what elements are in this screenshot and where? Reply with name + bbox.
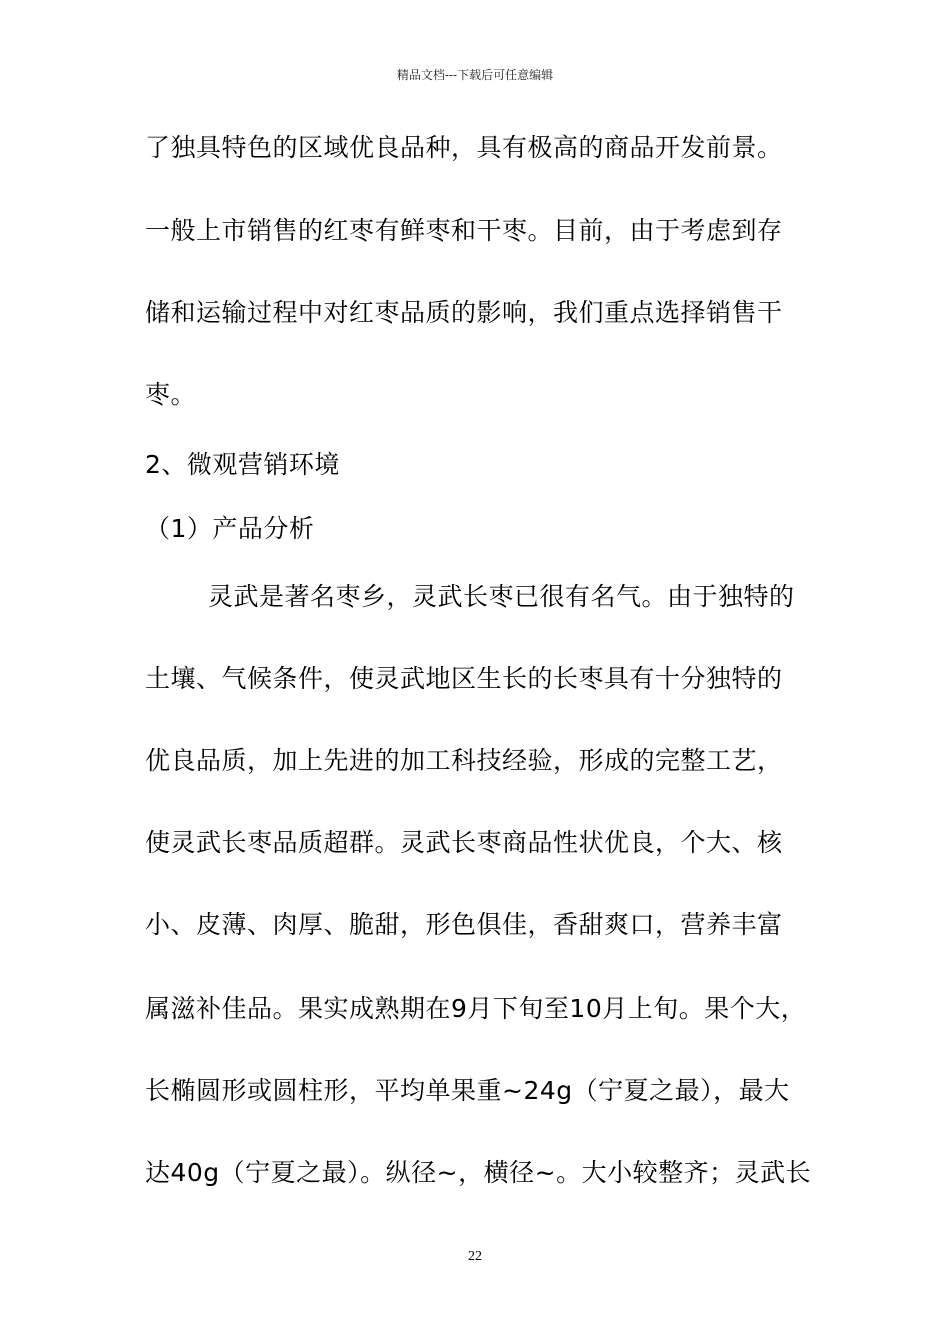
paragraph-line: 小、皮薄、肉厚、脆甜，形色俱佳，香甜爽口，营养丰富 <box>145 910 783 939</box>
paragraph-line: 土壤、气候条件，使灵武地区生长的长枣具有十分独特的 <box>145 664 783 693</box>
page-header: 精品文档---下载后可任意编辑 <box>396 68 554 82</box>
paragraph-line: 灵武是著名枣乡，灵武长枣已很有名气。由于独特的 <box>208 582 795 611</box>
paragraph-line: 优良品质，加上先进的加工科技经验，形成的完整工艺， <box>145 746 783 775</box>
paragraph-line: 枣。 <box>145 380 197 409</box>
subsection-heading: （1）产品分析 <box>145 514 315 543</box>
paragraph-line: 达40g（宁夏之最）。纵径~，横径~。大小较整齐；灵武长 <box>145 1158 812 1187</box>
paragraph-line: 使灵武长枣品质超群。灵武长枣商品性状优良，个大、核 <box>145 828 783 857</box>
paragraph-line: 了独具特色的区域优良品种，具有极高的商品开发前景。 <box>145 133 783 162</box>
paragraph-line: 长椭圆形或圆柱形，平均单果重~24g（宁夏之最），最大 <box>145 1076 790 1105</box>
page-number: 22 <box>468 1249 482 1264</box>
paragraph-line: 一般上市销售的红枣有鲜枣和干枣。目前，由于考虑到存 <box>145 216 783 245</box>
section-heading: 2、微观营销环境 <box>145 450 340 479</box>
paragraph-line: 属滋补佳品。果实成熟期在9月下旬至10月上旬。果个大， <box>145 994 807 1023</box>
paragraph-line: 储和运输过程中对红枣品质的影响，我们重点选择销售干 <box>145 298 783 327</box>
